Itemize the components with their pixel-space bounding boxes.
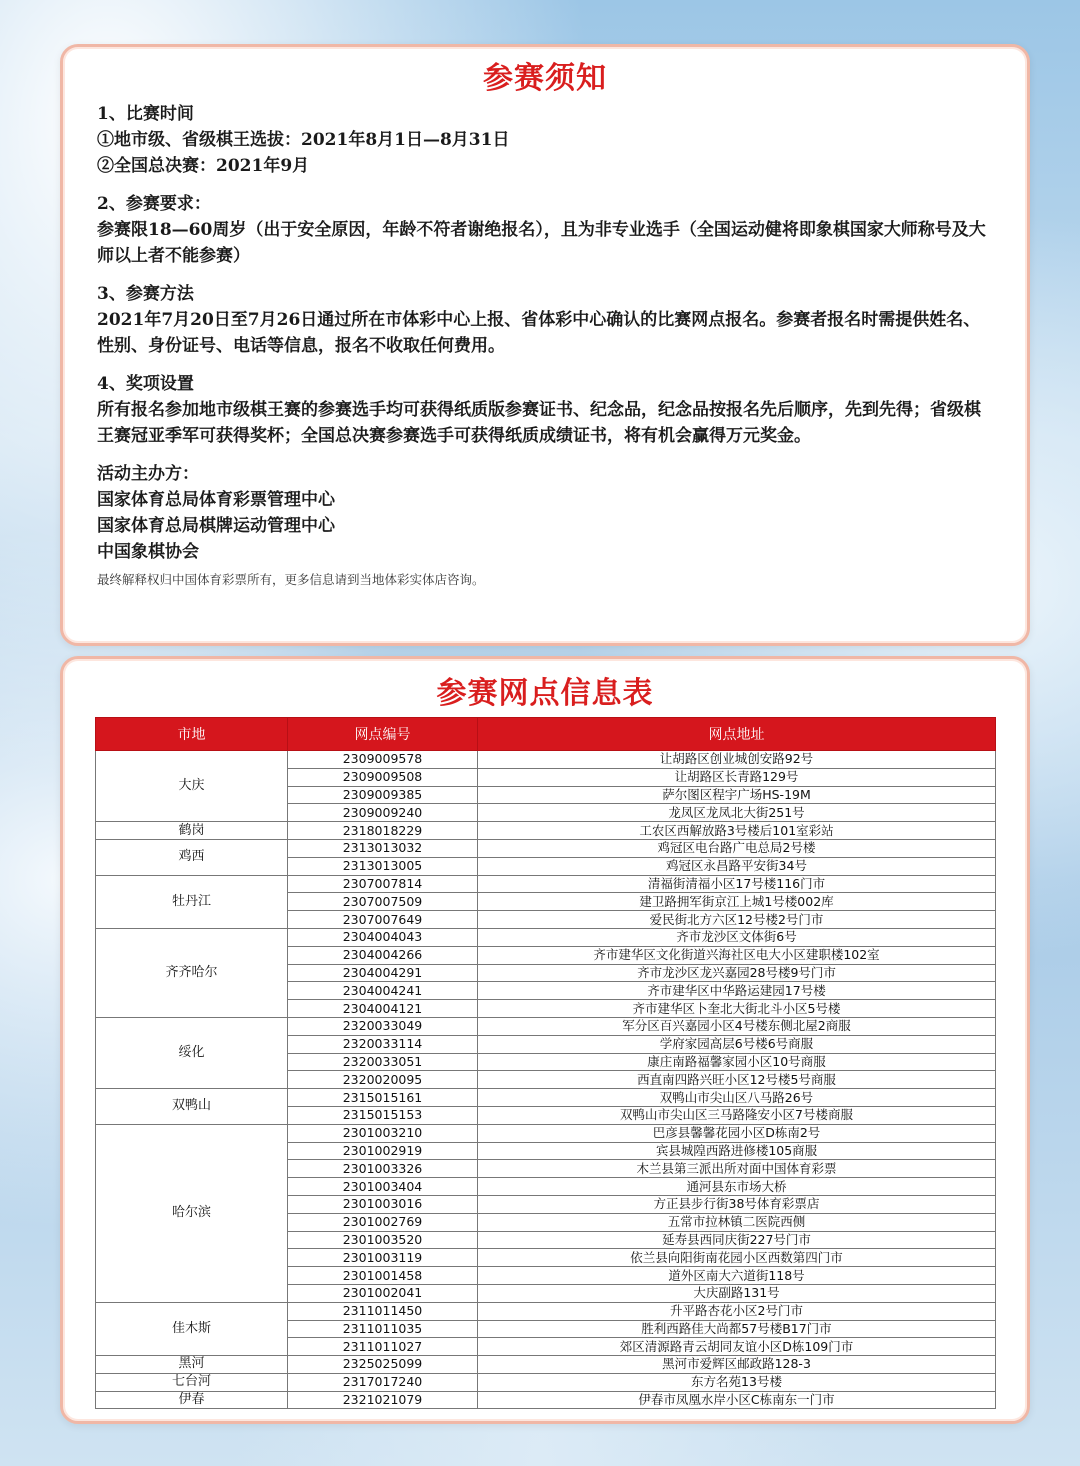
outlet-address-cell: 大庆副路131号 — [478, 1284, 996, 1302]
table-row — [96, 928, 996, 946]
outlet-address-cell: 齐市建华区卜奎北大街北斗小区5号楼 — [478, 1000, 996, 1018]
table-body — [96, 751, 996, 1409]
outlet-id-cell: 2307007509 — [288, 893, 478, 911]
section-time-heading: 1、比赛时间 — [97, 104, 194, 124]
organizer-2: 国家体育总局棋牌运动管理中心 — [97, 516, 335, 536]
organizer-3: 中国象棋协会 — [97, 542, 199, 562]
outlet-table-card — [60, 656, 1030, 1424]
outlet-address-cell: 郊区清源路青云胡同友谊小区D栋109门市 — [478, 1338, 996, 1356]
outlet-id-cell: 2309009385 — [288, 786, 478, 804]
outlet-id-cell: 2311011027 — [288, 1338, 478, 1356]
outlet-address-cell: 清福街清福小区17号楼116门市 — [478, 875, 996, 893]
table-row — [96, 822, 996, 840]
outlet-address-cell: 延寿县西同庆街227号门市 — [478, 1231, 996, 1249]
section-requirements-heading: 2、参赛要求： — [97, 194, 211, 214]
outlet-address-cell: 齐市龙沙区文体街6号 — [478, 928, 996, 946]
section-organizers — [97, 461, 991, 565]
city-cell: 哈尔滨 — [96, 1124, 288, 1302]
outlet-address-cell: 方正县步行街38号体育彩票店 — [478, 1195, 996, 1213]
organizer-1: 国家体育总局体育彩票管理中心 — [97, 490, 335, 510]
notice-title: 参赛须知 — [483, 61, 607, 96]
outlet-address-cell: 鸡冠区电台路广电总局2号楼 — [478, 839, 996, 857]
city-cell: 绥化 — [96, 1017, 288, 1088]
table-row — [96, 875, 996, 893]
outlet-address-cell: 双鸭山市尖山区三马路隆安小区7号楼商服 — [478, 1106, 996, 1124]
section-requirements — [97, 191, 991, 269]
outlet-address-cell: 建卫路拥军街京江上城1号楼002库 — [478, 893, 996, 911]
section-awards-heading: 4、奖项设置 — [97, 374, 194, 394]
section-time — [97, 101, 991, 179]
city-cell: 伊春 — [96, 1391, 288, 1409]
outlet-id-cell: 2304004241 — [288, 982, 478, 1000]
outlet-id-cell: 2301002919 — [288, 1142, 478, 1160]
outlet-address-cell: 鸡冠区永昌路平安街34号 — [478, 857, 996, 875]
outlet-address-cell: 道外区南大六道街118号 — [478, 1267, 996, 1285]
outlet-address-cell: 军分区百兴嘉园小区4号楼东侧北屋2商服 — [478, 1017, 996, 1035]
footnote: 最终解释权归中国体育彩票所有，更多信息请到当地体彩实体店咨询。 — [97, 572, 485, 587]
section-requirements-body: 参赛限18—60周岁（出于安全原因，年龄不符者谢绝报名），且为非专业选手（全国运动健将即象棋国家大师称号及大师以上者不能参赛） — [97, 220, 986, 266]
outlet-address-cell: 龙凤区龙凤北大街251号 — [478, 804, 996, 822]
outlet-id-cell: 2313013032 — [288, 839, 478, 857]
outlet-address-cell: 胜利西路佳大尚都57号楼B17门市 — [478, 1320, 996, 1338]
outlet-id-cell: 2315015153 — [288, 1106, 478, 1124]
table-row — [96, 1356, 996, 1374]
outlet-address-cell: 五常市拉林镇二医院西侧 — [478, 1213, 996, 1231]
section-awards — [97, 371, 991, 449]
outlet-id-cell: 2309009240 — [288, 804, 478, 822]
outlet-id-cell: 2301003326 — [288, 1160, 478, 1178]
table-row — [96, 1017, 996, 1035]
outlet-address-cell: 齐市建华区文化街道兴海社区电大小区建职楼102室 — [478, 946, 996, 964]
section-awards-body: 所有报名参加地市级棋王赛的参赛选手均可获得纸质版参赛证书、纪念品，纪念品按报名先后顺序，先到先得；省级棋王赛冠亚季军可获得奖杯；全国总决赛参赛选手可获得纸质成绩证书，将有机会赢得万元奖金。 — [97, 400, 981, 446]
outlet-address-cell: 巴彦县馨馨花园小区D栋南2号 — [478, 1124, 996, 1142]
outlet-id-cell: 2320033049 — [288, 1017, 478, 1035]
outlet-id-cell: 2304004291 — [288, 964, 478, 982]
table-row — [96, 751, 996, 769]
outlet-address-cell: 东方名苑13号楼 — [478, 1373, 996, 1391]
outlet-id-cell: 2304004266 — [288, 946, 478, 964]
outlet-address-cell: 伊春市凤凰水岸小区C栋南东一门市 — [478, 1391, 996, 1409]
section-method-heading: 3、参赛方法 — [97, 284, 194, 304]
city-cell: 佳木斯 — [96, 1302, 288, 1355]
table-row — [96, 1124, 996, 1142]
city-cell: 齐齐哈尔 — [96, 928, 288, 1017]
outlet-id-cell: 2304004121 — [288, 1000, 478, 1018]
table-row — [96, 1089, 996, 1107]
outlet-address-cell: 双鸭山市尖山区八马路26号 — [478, 1089, 996, 1107]
outlet-address-cell: 齐市建华区中华路运建园17号楼 — [478, 982, 996, 1000]
outlet-id-cell: 2320020095 — [288, 1071, 478, 1089]
table-row — [96, 1391, 996, 1409]
outlet-address-cell: 木兰县第三派出所对面中国体育彩票 — [478, 1160, 996, 1178]
city-cell: 牡丹江 — [96, 875, 288, 928]
section-time-line-1: ①地市级、省级棋王选拔：2021年8月1日—8月31日 — [97, 130, 510, 150]
outlet-id-cell: 2304004043 — [288, 928, 478, 946]
outlet-id-cell: 2301003210 — [288, 1124, 478, 1142]
outlet-address-cell: 齐市龙沙区龙兴嘉园28号楼9号门市 — [478, 964, 996, 982]
table-row — [96, 1302, 996, 1320]
outlet-id-cell: 2301003520 — [288, 1231, 478, 1249]
city-cell: 黑河 — [96, 1356, 288, 1374]
outlet-id-cell: 2301001458 — [288, 1267, 478, 1285]
city-cell: 鹤岗 — [96, 822, 288, 840]
outlet-id-cell: 2311011035 — [288, 1320, 478, 1338]
notice-card — [60, 44, 1030, 646]
section-method-body: 2021年7月20日至7月26日通过所在市体彩中心上报、省体彩中心确认的比赛网点报名。参赛者报名时需提供姓名、性别、身份证号、电话等信息，报名不收取任何费用。 — [97, 310, 981, 356]
outlet-address-cell: 让胡路区长青路129号 — [478, 768, 996, 786]
notice-body — [63, 101, 1027, 589]
outlet-id-cell: 2309009508 — [288, 768, 478, 786]
outlet-table — [95, 717, 996, 1409]
section-time-line-2: ②全国总决赛：2021年9月 — [97, 156, 310, 176]
outlet-id-cell: 2301003404 — [288, 1178, 478, 1196]
outlet-id-cell: 2309009578 — [288, 751, 478, 769]
section-method — [97, 281, 991, 359]
outlet-address-cell: 宾县城隍西路进修楼105商服 — [478, 1142, 996, 1160]
outlet-address-cell: 升平路杏花小区2号门市 — [478, 1302, 996, 1320]
outlet-address-cell: 黑河市爱辉区邮政路128-3 — [478, 1356, 996, 1374]
outlet-id-cell: 2317017240 — [288, 1373, 478, 1391]
outlet-id-cell: 2301002769 — [288, 1213, 478, 1231]
outlet-address-cell: 让胡路区创业城创安路92号 — [478, 751, 996, 769]
header-outlet-id: 网点编号 — [288, 718, 478, 751]
city-cell: 七台河 — [96, 1373, 288, 1391]
table-row — [96, 839, 996, 857]
city-cell: 双鸭山 — [96, 1089, 288, 1125]
organizers-heading: 活动主办方： — [97, 464, 199, 484]
outlet-id-cell: 2315015161 — [288, 1089, 478, 1107]
outlet-id-cell: 2325025099 — [288, 1356, 478, 1374]
header-city: 市地 — [96, 718, 288, 751]
outlet-address-cell: 通河县东市场大桥 — [478, 1178, 996, 1196]
table-header-row — [96, 718, 996, 751]
table-row — [96, 1373, 996, 1391]
outlet-id-cell: 2320033051 — [288, 1053, 478, 1071]
outlet-address-cell: 学府家园高层6号楼6号商服 — [478, 1035, 996, 1053]
outlet-id-cell: 2301003016 — [288, 1195, 478, 1213]
outlet-id-cell: 2311011450 — [288, 1302, 478, 1320]
header-outlet-address: 网点地址 — [478, 718, 996, 751]
table-title: 参赛网点信息表 — [436, 676, 654, 711]
outlet-id-cell: 2321021079 — [288, 1391, 478, 1409]
outlet-address-cell: 爱民街北方六区12号楼2号门市 — [478, 911, 996, 929]
outlet-id-cell: 2301003119 — [288, 1249, 478, 1267]
city-cell: 大庆 — [96, 751, 288, 822]
outlet-address-cell: 康庄南路福馨家园小区10号商服 — [478, 1053, 996, 1071]
outlet-id-cell: 2313013005 — [288, 857, 478, 875]
outlet-id-cell: 2301002041 — [288, 1284, 478, 1302]
city-cell: 鸡西 — [96, 839, 288, 875]
outlet-id-cell: 2318018229 — [288, 822, 478, 840]
outlet-address-cell: 萨尔图区程宇广场HS-19M — [478, 786, 996, 804]
outlet-address-cell: 西直南四路兴旺小区12号楼5号商服 — [478, 1071, 996, 1089]
outlet-id-cell: 2307007814 — [288, 875, 478, 893]
outlet-id-cell: 2320033114 — [288, 1035, 478, 1053]
outlet-address-cell: 依兰县向阳街南花园小区西数第四门市 — [478, 1249, 996, 1267]
outlet-id-cell: 2307007649 — [288, 911, 478, 929]
outlet-address-cell: 工农区西解放路3号楼后101室彩站 — [478, 822, 996, 840]
